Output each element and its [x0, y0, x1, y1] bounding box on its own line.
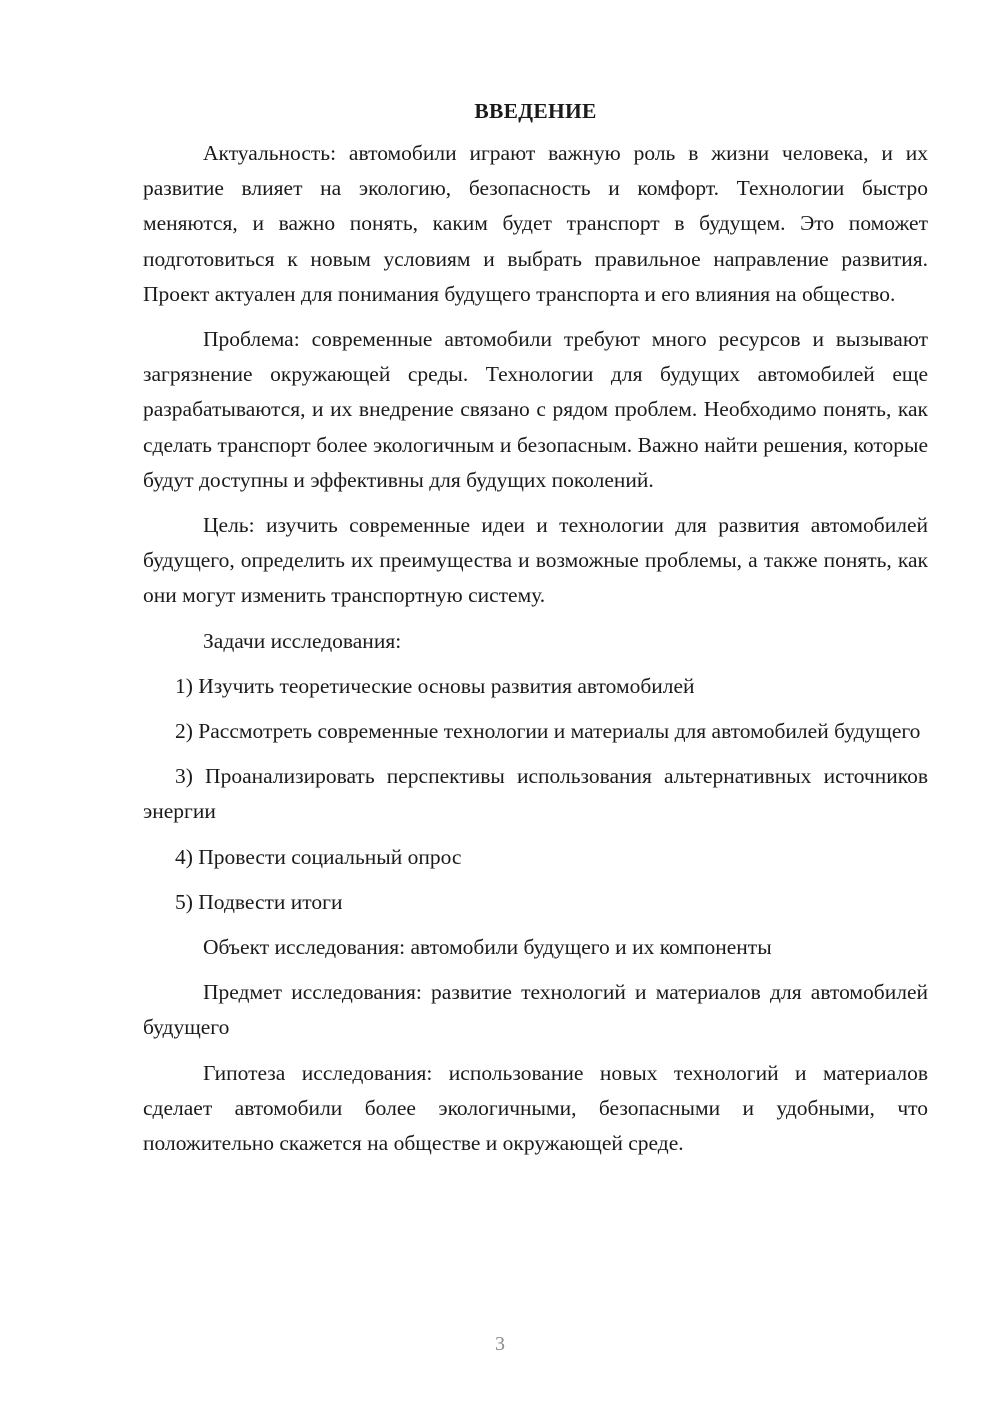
tasks-heading: Задачи исследования: [203, 628, 402, 653]
hypothesis-paragraph: Гипотеза исследования: использование новых технологий и материалов сделает автомобили более экологичными, безопасными и удобными, что положительно скажется на обществе и окружающей среде. [143, 1060, 928, 1156]
goal-paragraph: Цель: изучить современные идеи и технологии для развития автомобилей будущего, определить их преимущества и возможные проблемы, а также понять, как они могут изменить транспортную систему. [143, 513, 928, 608]
task-item-4: 4) Провести социальный опрос [175, 844, 462, 869]
page-title: ВВЕДЕНИЕ [474, 99, 597, 123]
object-paragraph: Объект исследования: автомобили будущего и их компоненты [203, 935, 772, 960]
page-number: 3 [495, 1333, 505, 1355]
subject-paragraph: Предмет исследования: развитие технологий и материалов для автомобилей будущего [143, 980, 928, 1040]
task-item-3: 3) Проанализировать перспективы использования альтернативных источников энергии [143, 764, 928, 824]
document-page [143, 96, 928, 1171]
task-item-5: 5) Подвести итоги [175, 889, 343, 914]
relevance-paragraph: Актуальность: автомобили играют важную роль в жизни человека, и их развитие влияет на экологию, безопасность и комфорт. Технологии быстро меняются, и важно понять, каким будет транспорт в будущем. Это поможет подготовиться к новым условиям и выбрать правильное направление развития. Проект актуален для понимания будущего транспорта и его влияния на общество. [143, 141, 928, 306]
task-item-1: 1) Изучить теоретические основы развития автомобилей [175, 673, 695, 698]
task-item-2: 2) Рассмотреть современные технологии и материалы для автомобилей будущего [175, 719, 921, 744]
problem-paragraph: Проблема: современные автомобили требуют много ресурсов и вызывают загрязнение окружающей среды. Технологии для будущих автомобилей еще разрабатываются, и их внедрение связано с рядом проблем. Необходимо понять, как сделать транспорт более экологичным и безопасным. Важно найти решения, которые будут доступны и эффективны для будущих поколений. [143, 327, 928, 492]
